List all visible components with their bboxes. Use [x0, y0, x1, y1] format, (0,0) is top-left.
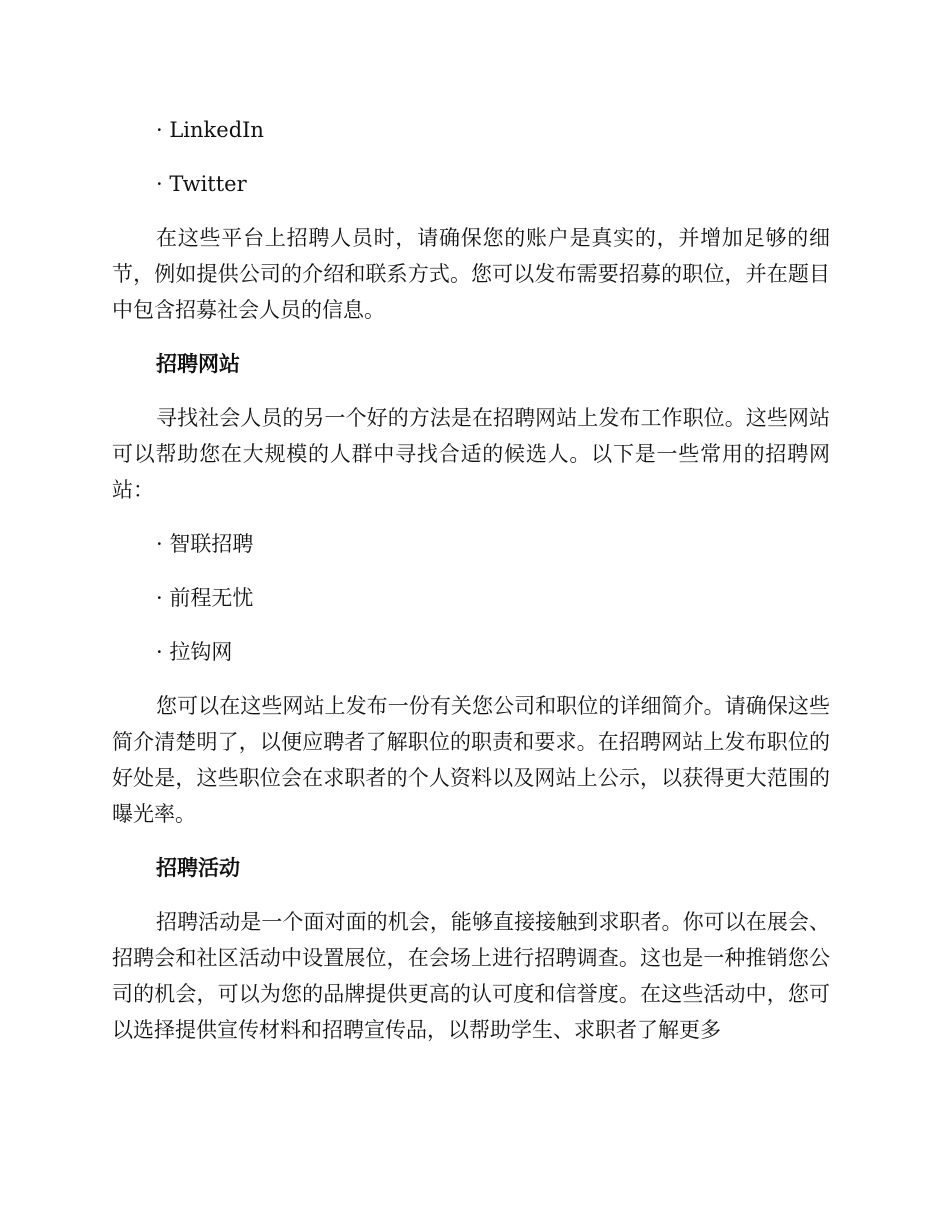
- section-heading-websites: 招聘网站: [156, 351, 240, 376]
- bullet-item: · 智联招聘: [156, 532, 254, 556]
- bullet-item: · 前程无忧: [156, 586, 254, 610]
- bullet-item: · Twitter: [156, 172, 247, 196]
- paragraph-websites-intro: 寻找社会人员的另一个好的方法是在招聘网站上发布工作职位。这些网站可以帮助您在大规模的人群中寻找合适的候选人。以下是一些常用的招聘网站：: [112, 406, 830, 502]
- bullet-item: · 拉钩网: [156, 640, 233, 664]
- document-page: [112, 112, 830, 1066]
- paragraph-events: 招聘活动是一个面对面的机会，能够直接接触到求职者。你可以在展会、招聘会和社区活动中设置展位，在会场上进行招聘调查。这也是一种推销您公司的机会，可以为您的品牌提供更高的认可度和信誉度。在这些活动中，您可以选择提供宣传材料和招聘宣传品，以帮助学生、求职者了解更多: [112, 910, 830, 1042]
- paragraph-social: 在这些平台上招聘人员时，请确保您的账户是真实的，并增加足够的细节，例如提供公司的介绍和联系方式。您可以发布需要招募的职位，并在题目中包含招募社会人员的信息。: [112, 226, 830, 322]
- paragraph-websites-detail: 您可以在这些网站上发布一份有关您公司和职位的详细简介。请确保这些简介清楚明了，以便应聘者了解职位的职责和要求。在招聘网站上发布职位的好处是，这些职位会在求职者的个人资料以及网站上公示，以获得更大范围的曝光率。: [112, 694, 830, 826]
- bullet-item: · LinkedIn: [156, 118, 264, 142]
- section-heading-events: 招聘活动: [156, 855, 240, 880]
